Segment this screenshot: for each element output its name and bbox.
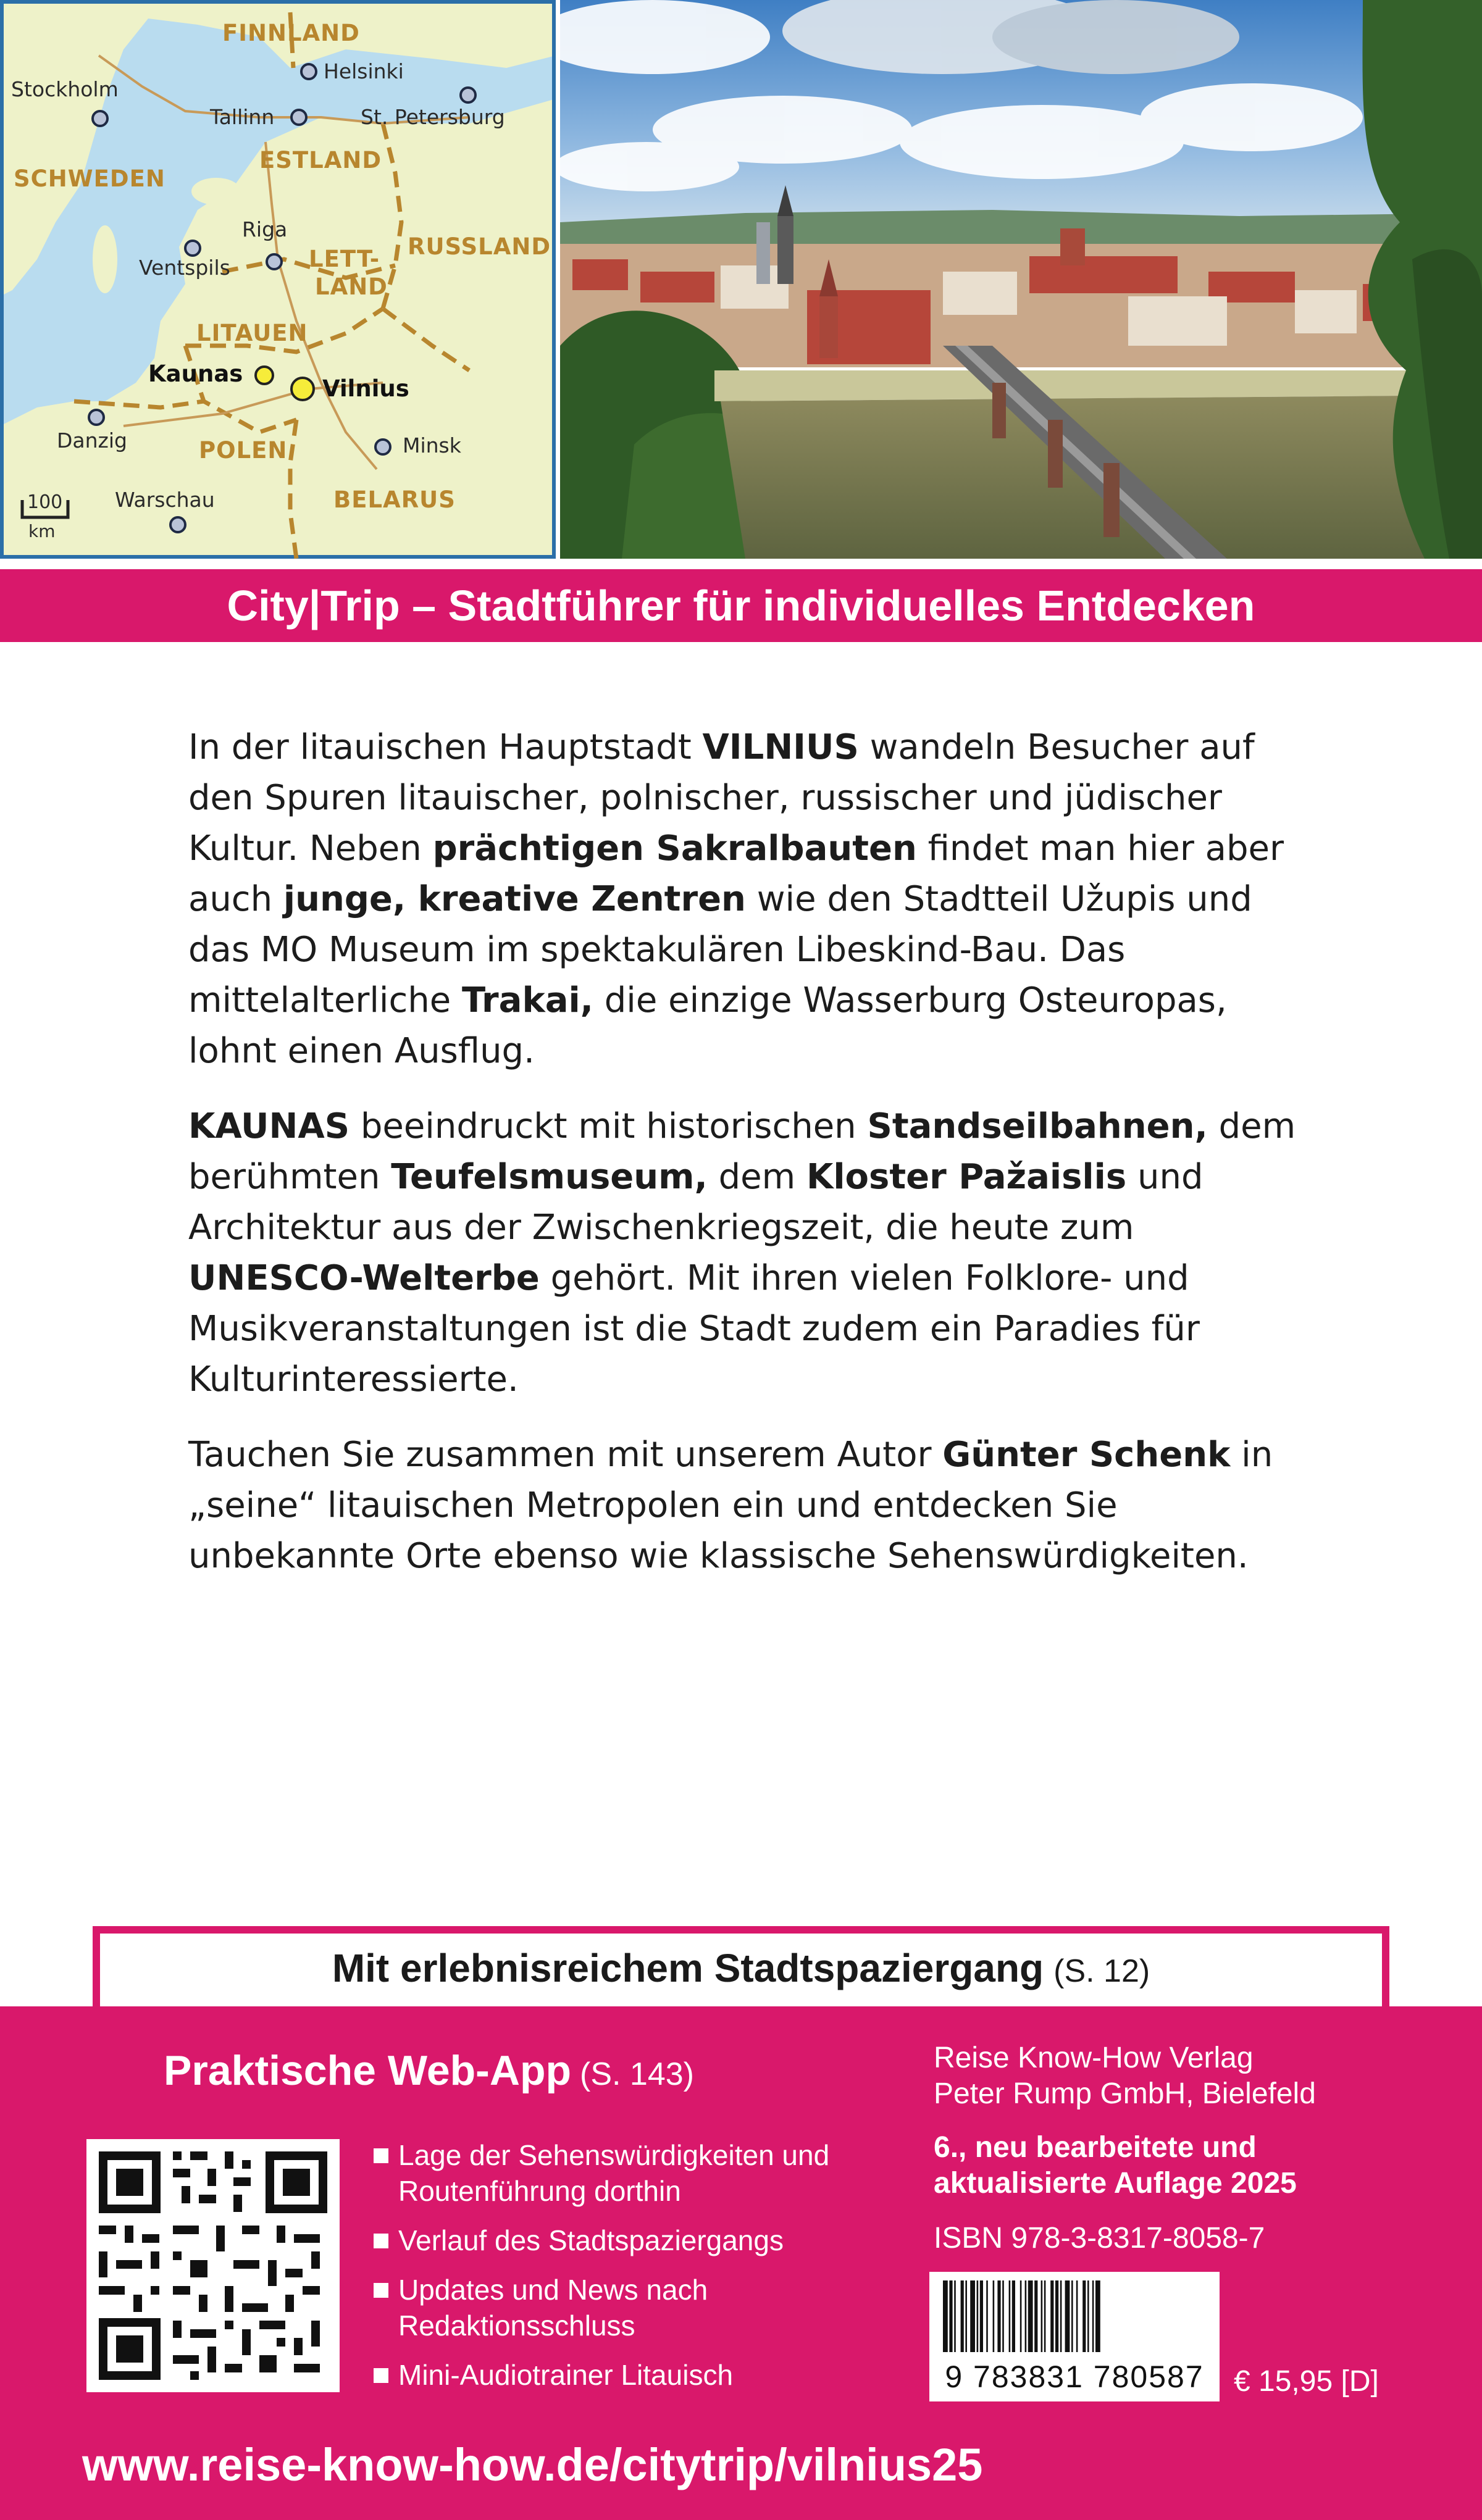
paragraph-kaunas: [188, 1101, 1300, 1405]
label-belarus: BELARUS: [333, 486, 456, 513]
publisher-name: Reise Know-How Verlag: [934, 2042, 1254, 2074]
label-poland: POLEN: [199, 437, 288, 464]
highlight-text: Günter Schenk: [942, 1435, 1231, 1475]
map-scale: [19, 491, 74, 549]
label-helsinki: Helsinki: [324, 59, 404, 83]
body-text-run: dem berühmten: [188, 1106, 1296, 1197]
highlight-text: Trakai,: [462, 980, 593, 1020]
body-text-run: die einzige Wasserburg Osteuropas, lohnt einen Ausflug.: [188, 980, 1227, 1071]
body-text-run: beeindruckt mit historischen: [350, 1106, 868, 1146]
label-finland: FINNLAND: [222, 20, 360, 46]
label-estonia: ESTLAND: [259, 147, 382, 173]
label-tallinn: Tallinn: [210, 105, 275, 129]
body-text-run: Tauchen Sie zusammen mit unserem Autor: [188, 1435, 943, 1475]
price: € 15,95 [D]: [1234, 2365, 1379, 2398]
scale-unit: km: [28, 521, 56, 541]
highlight-text: Teufelsmuseum,: [391, 1157, 708, 1197]
barcode-digits: 9 783831 780587: [929, 2352, 1220, 2401]
label-warschau: Warschau: [115, 488, 215, 512]
qr-code-graphic: [86, 2139, 340, 2392]
tagline-band: City|Trip – Stadtführer für individuelles Entdecken: [0, 569, 1482, 642]
cover-top: [0, 0, 1482, 559]
publisher-address: Peter Rump GmbH, Bielefeld: [934, 2077, 1316, 2110]
body-text-run: In der litauischen Hauptstadt: [188, 727, 703, 767]
label-lithuania: LITAUEN: [196, 320, 308, 346]
highlight-text: Standseilbahnen,: [867, 1106, 1208, 1146]
city-dot-kaunas: [254, 365, 274, 385]
label-latvia-2: LAND: [315, 273, 388, 300]
city-walk-title: Mit erlebnisreichem Stadtspaziergang: [332, 1946, 1044, 1990]
edition-line-2: aktualisierte Auflage 2025: [934, 2167, 1297, 2200]
feature-item: Verlauf des Stadtspaziergangs: [374, 2222, 868, 2258]
description: [188, 722, 1300, 1606]
label-danzig: Danzig: [57, 428, 127, 453]
city-photo-graphic: [560, 0, 1482, 559]
city-dot-riga: [266, 253, 283, 270]
label-ventspils: Ventspils: [139, 256, 230, 280]
label-st-petersburg: St. Petersburg: [361, 105, 505, 129]
highlight-text: Kloster Pažaislis: [806, 1157, 1127, 1197]
highlight-text: UNESCO-Welterbe: [188, 1258, 540, 1298]
city-dot-helsinki: [300, 63, 317, 80]
highlight-text: junge, kreative Zentren: [283, 879, 746, 919]
label-russia: RUSSLAND: [408, 233, 551, 260]
feature-item: Lage der Sehenswürdigkeiten und Routenführung dorthin: [374, 2137, 868, 2209]
city-walk-banner-inner: [100, 1934, 1382, 2006]
paragraph-vilnius: [188, 722, 1300, 1077]
city-dot-vilnius: [290, 377, 315, 401]
paragraph-author: [188, 1430, 1300, 1582]
feature-item: Mini-Audiotrainer Litauisch: [374, 2357, 868, 2393]
city-dot-danzig: [88, 409, 105, 426]
edition-line-1: 6., neu bearbeitete und: [934, 2131, 1257, 2164]
highlight-text: VILNIUS: [702, 727, 859, 767]
city-dot-minsk: [374, 438, 391, 456]
body-text-run: wie den Stadtteil Užupis und das MO Museum im spektakulären Libeskind-Bau. Das mittelalterliche: [188, 879, 1252, 1020]
body-text-run: dem: [707, 1157, 806, 1197]
highlight-text: KAUNAS: [188, 1106, 350, 1146]
body-text-run: gehört. Mit ihren vielen Folklore- und Musikveranstaltungen ist die Stadt zudem ein Paradies für Kulturinteressierte.: [188, 1258, 1200, 1400]
edition-info: [934, 2130, 1465, 2201]
city-walk-page: (S. 12): [1053, 1953, 1150, 1989]
region-map: [0, 0, 556, 559]
city-dot-warschau: [169, 516, 186, 533]
city-dot-tallinn: [290, 109, 308, 126]
label-vilnius: Vilnius: [322, 375, 409, 402]
body-text-run: in „seine“ litauischen Metropolen ein und entdecken Sie unbekannte Orte ebenso wie klassische Sehenswürdigkeiten.: [188, 1435, 1273, 1576]
city-dot-stockholm: [91, 110, 109, 127]
webapp-title: Praktische Web-App: [164, 2047, 572, 2094]
webapp-heading: [164, 2046, 694, 2095]
city-dot-st-petersburg: [459, 86, 477, 104]
publisher-info: [934, 2040, 1465, 2112]
city-photo: [560, 0, 1482, 559]
feature-item: Updates und News nach Redaktionsschluss: [374, 2272, 868, 2343]
website-link[interactable]: www.reise-know-how.de/citytrip/vilnius25: [82, 2439, 983, 2490]
webapp-feature-list: [374, 2137, 868, 2406]
body-text-run: findet man hier aber auch: [188, 828, 1284, 919]
barcode-bars: [929, 2272, 1220, 2358]
city-walk-banner: [93, 1926, 1389, 2006]
label-riga: Riga: [242, 217, 288, 241]
label-stockholm: Stockholm: [11, 77, 119, 101]
label-minsk: Minsk: [403, 433, 461, 457]
body-text-run: wandeln Besucher auf den Spuren litauischer, polnischer, russischer und jüdischer Kultur. Neben: [188, 727, 1255, 869]
isbn: ISBN 978-3-8317-8058-7: [934, 2222, 1265, 2255]
back-cover-footer: [0, 2006, 1482, 2520]
city-dot-ventspils: [184, 240, 201, 257]
scale-value: 100: [27, 491, 63, 513]
webapp-page: (S. 143): [580, 2056, 694, 2092]
label-latvia-1: LETT-: [309, 246, 380, 272]
highlight-text: prächtigen Sakralbauten: [432, 828, 917, 869]
qr-code[interactable]: [86, 2139, 340, 2392]
body-text-run: und Architektur aus der Zwischenkriegszeit, die heute zum: [188, 1157, 1204, 1248]
label-kaunas: Kaunas: [148, 361, 243, 387]
label-sweden: SCHWEDEN: [14, 165, 165, 192]
